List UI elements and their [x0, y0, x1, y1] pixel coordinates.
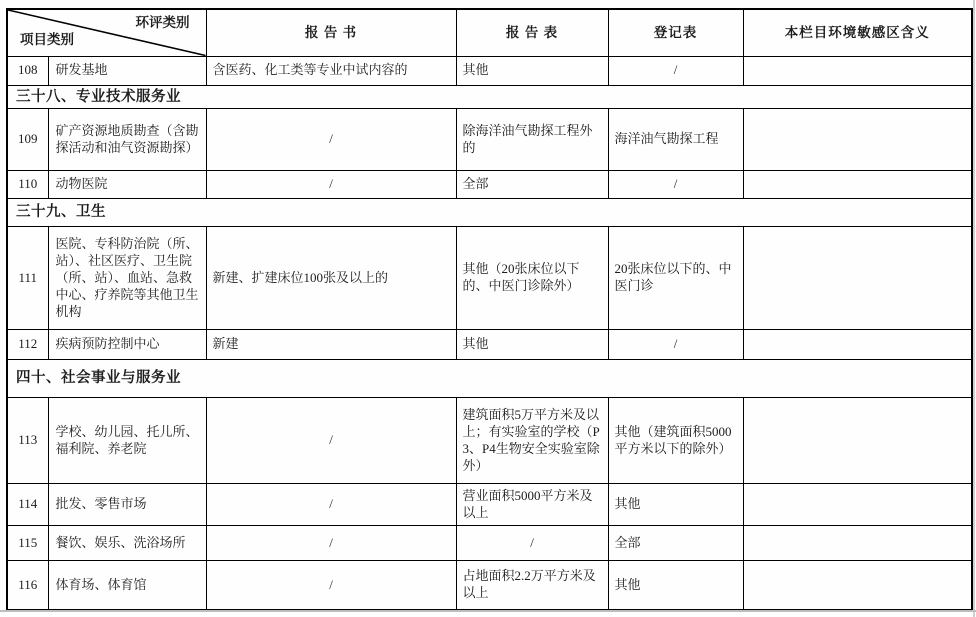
section-header-label: 三十八、专业技术服务业 [7, 85, 972, 109]
report-form-cell: 除海洋油气勘探工程外的 [456, 109, 608, 171]
report-book-cell: / [206, 398, 456, 484]
sensitive-area-cell [743, 330, 972, 360]
section-header-row [7, 199, 972, 227]
report-book-cell: / [206, 484, 456, 526]
report-form-cell: 其他 [456, 56, 608, 85]
table-row [7, 109, 972, 171]
table-row [7, 484, 972, 526]
table-row [7, 171, 972, 199]
row-number: 115 [7, 526, 48, 561]
header-registration-form: 登记表 [608, 9, 743, 56]
sensitive-area-cell [743, 561, 972, 610]
report-form-cell: 全部 [456, 171, 608, 199]
row-number: 110 [7, 171, 48, 199]
report-book-cell: 新建 [206, 330, 456, 360]
table-row [7, 227, 972, 330]
project-category-cell: 动物医院 [48, 171, 206, 199]
report-form-cell: 占地面积2.2万平方米及以上 [456, 561, 608, 610]
section-header-row [7, 360, 972, 398]
header-eia-category-label: 环评类别 [135, 15, 190, 30]
diagonal-header-cell [7, 9, 206, 56]
registration-form-cell: 20张床位以下的、中医门诊 [608, 227, 743, 330]
eia-classification-table [6, 8, 973, 611]
table-header-row [7, 9, 972, 56]
registration-form-cell: 其他（建筑面积5000平方米以下的除外） [608, 398, 743, 484]
section-header-label: 三十九、卫生 [7, 199, 972, 227]
header-report-form: 报 告 表 [456, 9, 608, 56]
report-book-cell: / [206, 171, 456, 199]
registration-form-cell: / [608, 56, 743, 85]
registration-form-cell: 其他 [608, 561, 743, 610]
report-form-cell: 建筑面积5万平方米及以上；有实验室的学校（P3、P4生物安全实验室除外） [456, 398, 608, 484]
report-form-cell: 其他（20张床位以下的、中医门诊除外） [456, 227, 608, 330]
registration-form-cell: / [608, 330, 743, 360]
page-edge-bottom [0, 610, 976, 612]
report-book-cell: / [206, 526, 456, 561]
sensitive-area-cell [743, 56, 972, 85]
row-number: 109 [7, 109, 48, 171]
report-book-cell: 含医药、化工类等专业中试内容的 [206, 56, 456, 85]
registration-form-cell: / [608, 171, 743, 199]
row-number: 111 [7, 227, 48, 330]
report-book-cell: 新建、扩建床位100张及以上的 [206, 227, 456, 330]
table-row [7, 56, 972, 85]
table-row [7, 561, 972, 610]
project-category-cell: 研发基地 [48, 56, 206, 85]
sensitive-area-cell [743, 484, 972, 526]
table-row [7, 330, 972, 360]
report-book-cell: / [206, 109, 456, 171]
report-book-cell: / [206, 561, 456, 610]
section-header-label: 四十、社会事业与服务业 [7, 360, 972, 398]
project-category-cell: 学校、幼儿园、托儿所、福利院、养老院 [48, 398, 206, 484]
row-number: 114 [7, 484, 48, 526]
sensitive-area-cell [743, 227, 972, 330]
project-category-cell: 批发、零售市场 [48, 484, 206, 526]
row-number: 113 [7, 398, 48, 484]
project-category-cell: 疾病预防控制中心 [48, 330, 206, 360]
report-form-cell: 其他 [456, 330, 608, 360]
sensitive-area-cell [743, 526, 972, 561]
section-header-row [7, 85, 972, 109]
header-project-category-label: 项目类别 [20, 31, 74, 47]
sensitive-area-cell [743, 398, 972, 484]
sensitive-area-cell [743, 171, 972, 199]
header-report-book: 报 告 书 [206, 9, 456, 56]
registration-form-cell: 其他 [608, 484, 743, 526]
sensitive-area-cell [743, 109, 972, 171]
registration-form-cell: 全部 [608, 526, 743, 561]
registration-form-cell: 海洋油气勘探工程 [608, 109, 743, 171]
row-number: 116 [7, 561, 48, 610]
header-sensitive-area-meaning: 本栏目环境敏感区含义 [743, 9, 972, 56]
report-form-cell: / [456, 526, 608, 561]
table-row [7, 526, 972, 561]
row-number: 112 [7, 330, 48, 360]
row-number: 108 [7, 56, 48, 85]
project-category-cell: 体育场、体育馆 [48, 561, 206, 610]
page-edge-right [973, 0, 975, 617]
project-category-cell: 矿产资源地质勘查（含勘探活动和油气资源勘探） [48, 109, 206, 171]
report-form-cell: 营业面积5000平方米及以上 [456, 484, 608, 526]
table-row [7, 398, 972, 484]
project-category-cell: 餐饮、娱乐、洗浴场所 [48, 526, 206, 561]
project-category-cell: 医院、专科防治院（所、站）、社区医疗、卫生院（所、站）、血站、急救中心、疗养院等其他卫生机构 [48, 227, 206, 330]
